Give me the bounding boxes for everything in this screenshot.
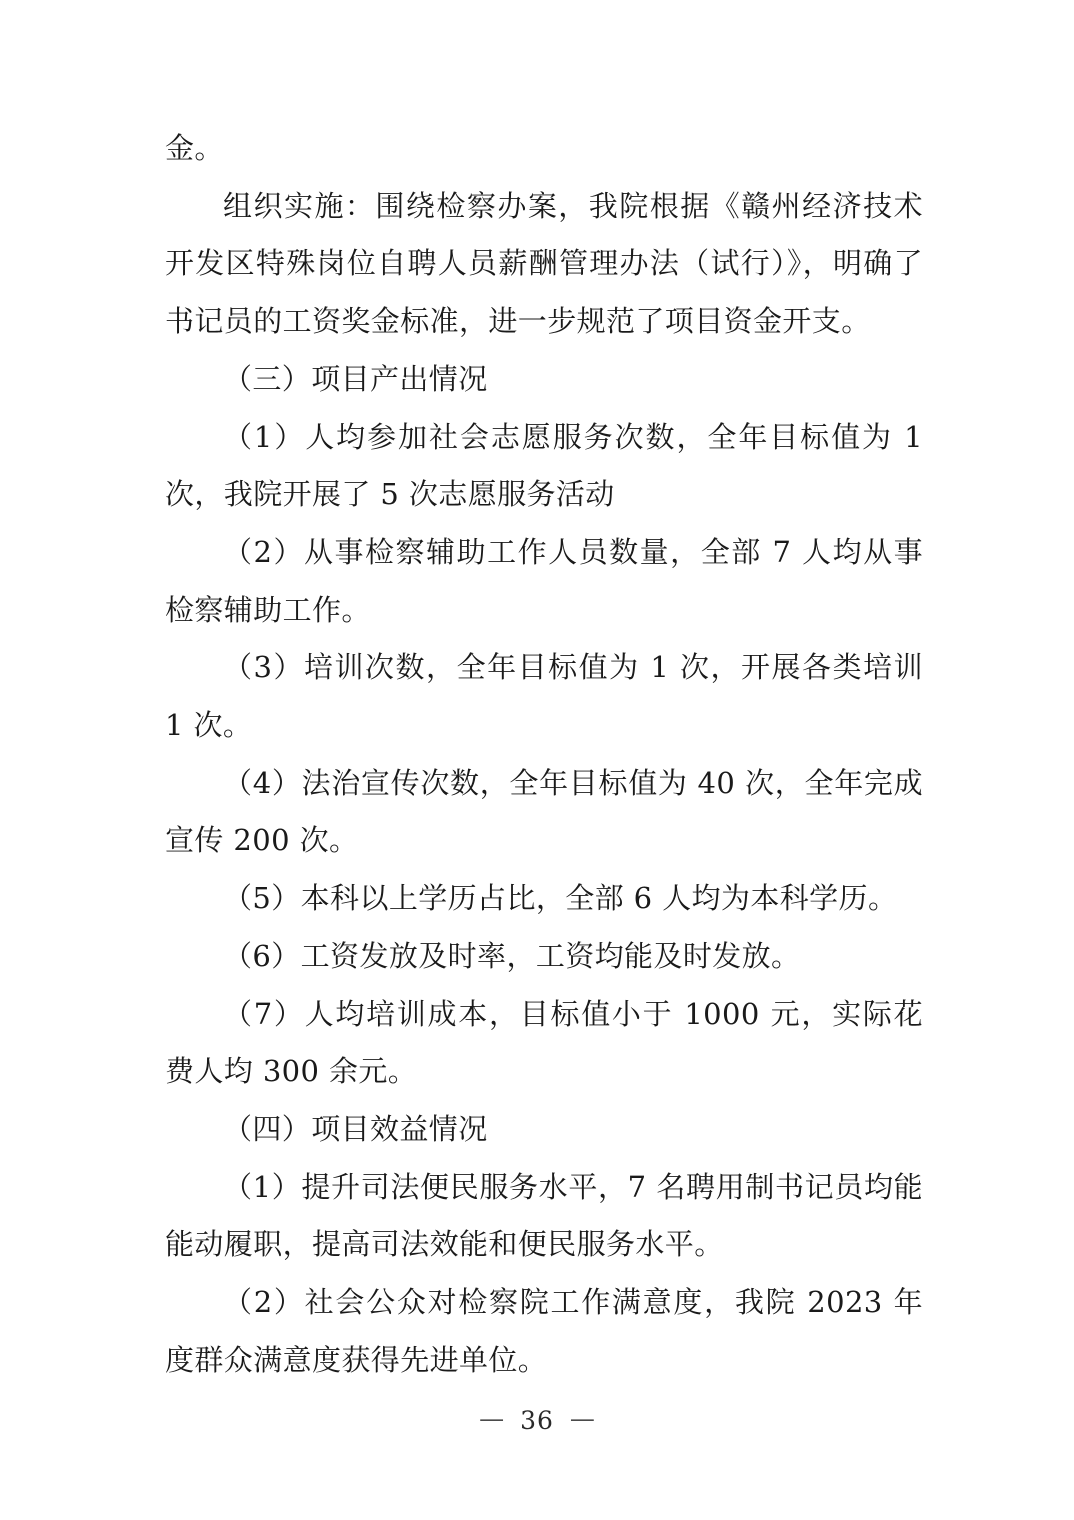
benefit-item-1: （1）提升司法便民服务水平，7 名聘用制书记员均能能动履职，提高司法效能和便民服务水平。: [165, 1169, 923, 1262]
paragraph-organization-implementation: 组织实施：围绕检察办案，我院根据《赣州经济技术开发区特殊岗位自聘人员薪酬管理办法（试行）》，明确了书记员的工资奖金标准，进一步规范了项目资金开支。: [165, 188, 923, 339]
footer-left-dash: —: [479, 1404, 505, 1433]
section-heading-project-output: （三）项目产出情况: [223, 361, 488, 396]
output-item-2: （2）从事检察辅助工作人员数量，全部 7 人均从事检察辅助工作。: [165, 534, 923, 627]
page-number: 36: [520, 1406, 554, 1435]
page-footer: [0, 1406, 1074, 1435]
output-item-7: （7）人均培训成本，目标值小于 1000 元，实际花费人均 300 余元。: [165, 996, 923, 1089]
document-body: [165, 120, 923, 1389]
footer-right-dash: —: [569, 1404, 595, 1433]
output-item-1: （1）人均参加社会志愿服务次数，全年目标值为 1 次，我院开展了 5 次志愿服务活动: [165, 419, 923, 512]
output-item-4: （4）法治宣传次数，全年目标值为 40 次，全年完成宣传 200 次。: [165, 765, 923, 858]
output-item-5: （5）本科以上学历占比，全部 6 人均为本科学历。: [223, 881, 898, 916]
paragraph-continuation: 金。: [165, 131, 224, 165]
section-heading-project-benefit: （四）项目效益情况: [223, 1111, 488, 1146]
output-item-3: （3）培训次数，全年目标值为 1 次，开展各类培训 1 次。: [165, 650, 923, 743]
output-item-6: （6）工资发放及时率，工资均能及时发放。: [223, 938, 801, 973]
benefit-item-2: （2）社会公众对检察院工作满意度，我院 2023 年度群众满意度获得先进单位。: [165, 1285, 923, 1377]
